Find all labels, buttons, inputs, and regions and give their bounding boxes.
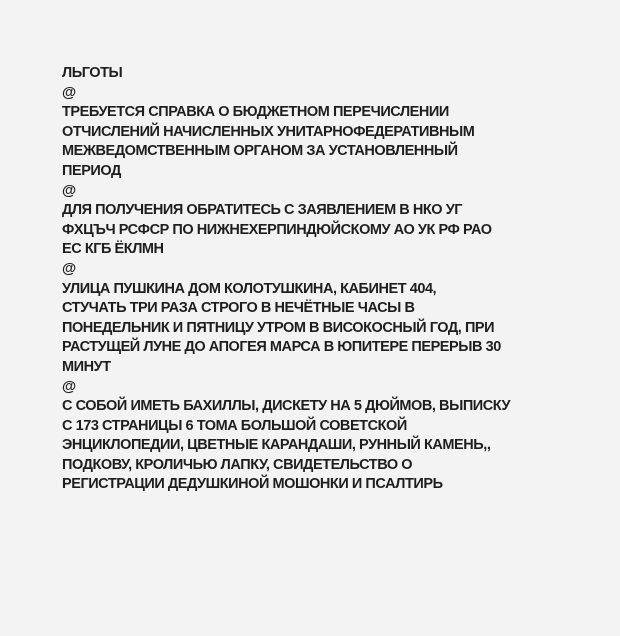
paragraph-line: ПЕРИОД xyxy=(62,162,121,179)
paragraph-line: МЕЖВЕДОМСТВЕННЫМ ОРГАНОМ ЗА УСТАНОВЛЕННЫЙ xyxy=(62,143,458,160)
paragraph-line: РЕГИСТРАЦИИ ДЕДУШКИНОЙ МОШОНКИ И ПСАЛТИРЬ xyxy=(62,476,443,493)
separator-at: @ xyxy=(62,182,76,199)
paragraph-line: ТРЕБУЕТСЯ СПРАВКА О БЮДЖЕТНОМ ПЕРЕЧИСЛЕНИИ xyxy=(62,104,449,121)
paragraph-items xyxy=(62,397,602,495)
paragraph-line: ЕС КГБ ЁКЛМН xyxy=(62,241,164,258)
separator-at: @ xyxy=(62,378,76,395)
paragraph-line: ЭНЦИКЛОПЕДИИ, ЦВЕТНЫЕ КАРАНДАШИ, РУННЫЙ КАМЕНЬ,, xyxy=(62,437,491,454)
paragraph-line: ФХЦЪЧ РСФСР ПО НИЖНЕХЕРПИНДЮЙСКОМУ АО УК РФ РАО xyxy=(62,221,492,238)
document-heading: ЛЬГОТЫ xyxy=(62,65,123,81)
paragraph-line: МИНУТ xyxy=(62,358,111,375)
paragraph-line: СТУЧАТЬ ТРИ РАЗА СТРОГО В НЕЧЁТНЫЕ ЧАСЫ В xyxy=(62,300,415,317)
paragraph-address xyxy=(62,280,602,378)
paragraph-line: РАСТУЩЕЙ ЛУНЕ ДО АПОГЕЯ МАРСА В ЮПИТЕРЕ ПЕРЕРЫВ 30 xyxy=(62,339,501,356)
paragraph-line: ПОНЕДЕЛЬНИК И ПЯТНИЦУ УТРОМ В ВИСОКОСНЫЙ ГОД, ПРИ xyxy=(62,319,495,336)
separator-at: @ xyxy=(62,84,76,101)
paragraph-line: ОТЧИСЛЕНИЙ НАЧИСЛЕННЫХ УНИТАРНОФЕДЕРАТИВНЫМ xyxy=(62,123,475,140)
separator-at: @ xyxy=(62,260,76,277)
paragraph-line: С 173 СТРАНИЦЫ 6 ТОМА БОЛЬШОЙ СОВЕТСКОЙ xyxy=(62,417,407,434)
paragraph-line: С СОБОЙ ИМЕТЬ БАХИЛЛЫ, ДИСКЕТУ НА 5 ДЮЙМОВ, ВЫПИСКУ xyxy=(62,398,511,415)
paragraph-line: ПОДКОВУ, КРОЛИЧЬЮ ЛАПКУ, СВИДЕТЕЛЬСТВО О xyxy=(62,456,413,473)
document-body xyxy=(62,64,602,495)
paragraph-line: ДЛЯ ПОЛУЧЕНИЯ ОБРАТИТЕСЬ С ЗАЯВЛЕНИЕМ В НКО УГ xyxy=(62,202,463,219)
paragraph-line: УЛИЦА ПУШКИНА ДОМ КОЛОТУШКИНА, КАБИНЕТ 404, xyxy=(62,280,437,297)
paragraph-application xyxy=(62,201,602,260)
paragraph-requirement xyxy=(62,103,602,181)
